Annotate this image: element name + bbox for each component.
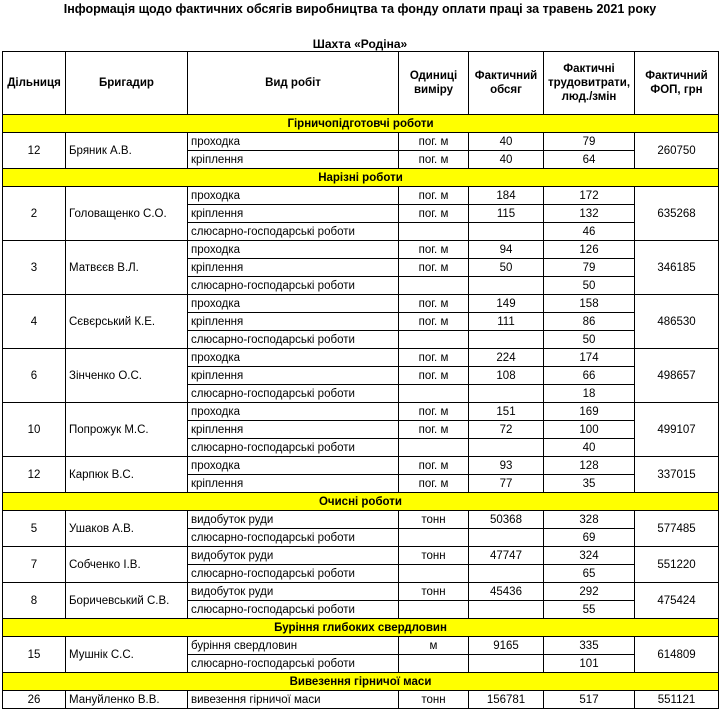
- section-number: 12: [3, 133, 66, 169]
- volume: 94: [469, 241, 544, 259]
- volume: [469, 277, 544, 295]
- labor: 126: [544, 241, 635, 259]
- unit: пог. м: [399, 205, 469, 223]
- unit: тонн: [399, 691, 469, 709]
- unit: [399, 277, 469, 295]
- volume: 156781: [469, 691, 544, 709]
- labor: 50: [544, 331, 635, 349]
- volume: 115: [469, 205, 544, 223]
- work-type: видобуток руди: [188, 547, 399, 565]
- labor: 66: [544, 367, 635, 385]
- unit: пог. м: [399, 187, 469, 205]
- payroll: 577485: [635, 511, 719, 547]
- header-section: Дільниця: [3, 52, 66, 115]
- volume: 9165: [469, 637, 544, 655]
- unit: пог. м: [399, 457, 469, 475]
- labor: 169: [544, 403, 635, 421]
- brigadier-name: Карпюк В.С.: [66, 457, 188, 493]
- labor: 335: [544, 637, 635, 655]
- labor: 328: [544, 511, 635, 529]
- group-name: Очисні роботи: [3, 493, 719, 511]
- labor: 46: [544, 223, 635, 241]
- work-type: слюсарно-господарські роботи: [188, 655, 399, 673]
- labor: 324: [544, 547, 635, 565]
- labor: 158: [544, 295, 635, 313]
- unit: [399, 331, 469, 349]
- header-volume: Фактичний обсяг: [469, 52, 544, 115]
- group-name: Вивезення гірничої маси: [3, 673, 719, 691]
- volume: [469, 385, 544, 403]
- brigadier-name: Боричевський С.В.: [66, 583, 188, 619]
- volume: 40: [469, 151, 544, 169]
- table-row: [3, 403, 719, 421]
- payroll: 337015: [635, 457, 719, 493]
- header-row: [3, 52, 719, 115]
- brigadier-name: Головащенко С.О.: [66, 187, 188, 241]
- payroll: 551220: [635, 547, 719, 583]
- brigadier-name: Бряник А.В.: [66, 133, 188, 169]
- brigadier-name: Зінченко О.С.: [66, 349, 188, 403]
- volume: 72: [469, 421, 544, 439]
- brigadier-name: Попрожук М.С.: [66, 403, 188, 457]
- unit: пог. м: [399, 367, 469, 385]
- section-number: 2: [3, 187, 66, 241]
- unit: пог. м: [399, 313, 469, 331]
- unit: тонн: [399, 511, 469, 529]
- unit: [399, 565, 469, 583]
- unit: пог. м: [399, 349, 469, 367]
- unit: [399, 601, 469, 619]
- group-name: Гірничопідготовчі роботи: [3, 115, 719, 133]
- group-header-row: [3, 169, 719, 187]
- labor: 35: [544, 475, 635, 493]
- labor: 64: [544, 151, 635, 169]
- work-type: вивезення гірничої маси: [188, 691, 399, 709]
- volume: [469, 529, 544, 547]
- work-type: буріння свердловин: [188, 637, 399, 655]
- work-type: проходка: [188, 403, 399, 421]
- header-payroll: Фактичний ФОП, грн: [635, 52, 719, 115]
- section-number: 4: [3, 295, 66, 349]
- labor: 100: [544, 421, 635, 439]
- volume: 151: [469, 403, 544, 421]
- labor: 517: [544, 691, 635, 709]
- work-type: слюсарно-господарські роботи: [188, 385, 399, 403]
- volume: [469, 601, 544, 619]
- work-type: проходка: [188, 187, 399, 205]
- work-type: слюсарно-господарські роботи: [188, 223, 399, 241]
- brigadier-name: Сєвєрський К.Е.: [66, 295, 188, 349]
- labor: 18: [544, 385, 635, 403]
- unit: пог. м: [399, 259, 469, 277]
- mine-name: Шахта «Родіна»: [312, 37, 408, 51]
- volume: 224: [469, 349, 544, 367]
- work-type: слюсарно-господарські роботи: [188, 331, 399, 349]
- unit: [399, 529, 469, 547]
- labor: 79: [544, 259, 635, 277]
- group-header-row: [3, 619, 719, 637]
- unit: пог. м: [399, 133, 469, 151]
- header-labor: Фактичні трудовитрати, люд./змін: [544, 52, 635, 115]
- volume: 40: [469, 133, 544, 151]
- volume: [469, 223, 544, 241]
- volume: [469, 331, 544, 349]
- labor: 128: [544, 457, 635, 475]
- volume: [469, 655, 544, 673]
- labor: 65: [544, 565, 635, 583]
- volume: 47747: [469, 547, 544, 565]
- unit: [399, 439, 469, 457]
- work-type: кріплення: [188, 421, 399, 439]
- labor: 50: [544, 277, 635, 295]
- work-type: слюсарно-господарські роботи: [188, 439, 399, 457]
- volume: 50: [469, 259, 544, 277]
- work-type: проходка: [188, 241, 399, 259]
- table-row: [3, 637, 719, 655]
- labor: 172: [544, 187, 635, 205]
- brigadier-name: Собченко І.В.: [66, 547, 188, 583]
- brigadier-name: Мушнік С.С.: [66, 637, 188, 673]
- brigadier-name: Матвєєв В.Л.: [66, 241, 188, 295]
- work-type: кріплення: [188, 151, 399, 169]
- unit: тонн: [399, 583, 469, 601]
- section-number: 6: [3, 349, 66, 403]
- labor: 132: [544, 205, 635, 223]
- work-type: кріплення: [188, 367, 399, 385]
- document-title: Інформація щодо фактичних обсягів виробництва та фонду оплати праці за травень 2021 року: [63, 2, 657, 16]
- brigadier-name: Мануйленко В.В.: [66, 691, 188, 709]
- table-row: [3, 511, 719, 529]
- work-type: слюсарно-господарські роботи: [188, 277, 399, 295]
- unit: пог. м: [399, 475, 469, 493]
- payroll: 260750: [635, 133, 719, 169]
- payroll: 614809: [635, 637, 719, 673]
- table-row: [3, 187, 719, 205]
- work-type: видобуток руди: [188, 511, 399, 529]
- section-number: 15: [3, 637, 66, 673]
- table-row: [3, 547, 719, 565]
- unit: пог. м: [399, 421, 469, 439]
- work-type: кріплення: [188, 313, 399, 331]
- group-header-row: [3, 115, 719, 133]
- section-number: 7: [3, 547, 66, 583]
- unit: пог. м: [399, 151, 469, 169]
- payroll: 551121: [635, 691, 719, 709]
- section-number: 3: [3, 241, 66, 295]
- work-type: слюсарно-господарські роботи: [188, 529, 399, 547]
- unit: тонн: [399, 547, 469, 565]
- labor: 79: [544, 133, 635, 151]
- group-header-row: [3, 493, 719, 511]
- table-row: [3, 457, 719, 475]
- work-type: проходка: [188, 349, 399, 367]
- header-work-type: Вид робіт: [188, 52, 399, 115]
- table-row: [3, 241, 719, 259]
- unit: пог. м: [399, 241, 469, 259]
- group-header-row: [3, 673, 719, 691]
- work-type: кріплення: [188, 475, 399, 493]
- section-number: 5: [3, 511, 66, 547]
- header-unit: Одиниці виміру: [399, 52, 469, 115]
- unit: пог. м: [399, 403, 469, 421]
- unit: м: [399, 637, 469, 655]
- unit: пог. м: [399, 295, 469, 313]
- payroll: 486530: [635, 295, 719, 349]
- payroll: 475424: [635, 583, 719, 619]
- work-type: видобуток руди: [188, 583, 399, 601]
- table-row: [3, 691, 719, 709]
- work-type: проходка: [188, 295, 399, 313]
- payroll: 635268: [635, 187, 719, 241]
- volume: [469, 439, 544, 457]
- volume: 111: [469, 313, 544, 331]
- brigadier-name: Ушаков А.В.: [66, 511, 188, 547]
- payroll: 498657: [635, 349, 719, 403]
- unit: [399, 385, 469, 403]
- work-type: кріплення: [188, 205, 399, 223]
- work-type: проходка: [188, 457, 399, 475]
- work-type: слюсарно-господарські роботи: [188, 565, 399, 583]
- unit: [399, 223, 469, 241]
- volume: 50368: [469, 511, 544, 529]
- labor: 69: [544, 529, 635, 547]
- labor: 292: [544, 583, 635, 601]
- volume: 45436: [469, 583, 544, 601]
- labor: 174: [544, 349, 635, 367]
- table-body: [3, 115, 719, 709]
- table-row: [3, 583, 719, 601]
- section-number: 8: [3, 583, 66, 619]
- labor: 101: [544, 655, 635, 673]
- payroll: 346185: [635, 241, 719, 295]
- volume: 93: [469, 457, 544, 475]
- labor: 40: [544, 439, 635, 457]
- work-type: слюсарно-господарські роботи: [188, 601, 399, 619]
- group-name: Буріння глибоких свердловин: [3, 619, 719, 637]
- labor: 55: [544, 601, 635, 619]
- group-name: Нарізні роботи: [3, 169, 719, 187]
- table-row: [3, 295, 719, 313]
- volume: 184: [469, 187, 544, 205]
- work-type: кріплення: [188, 259, 399, 277]
- table-row: [3, 133, 719, 151]
- labor: 86: [544, 313, 635, 331]
- volume: 149: [469, 295, 544, 313]
- section-number: 10: [3, 403, 66, 457]
- volume: 77: [469, 475, 544, 493]
- header-brigadier: Бригадир: [66, 52, 188, 115]
- production-table: [2, 51, 719, 709]
- section-number: 12: [3, 457, 66, 493]
- unit: [399, 655, 469, 673]
- section-number: 26: [3, 691, 66, 709]
- table-row: [3, 349, 719, 367]
- work-type: проходка: [188, 133, 399, 151]
- volume: 108: [469, 367, 544, 385]
- payroll: 499107: [635, 403, 719, 457]
- volume: [469, 565, 544, 583]
